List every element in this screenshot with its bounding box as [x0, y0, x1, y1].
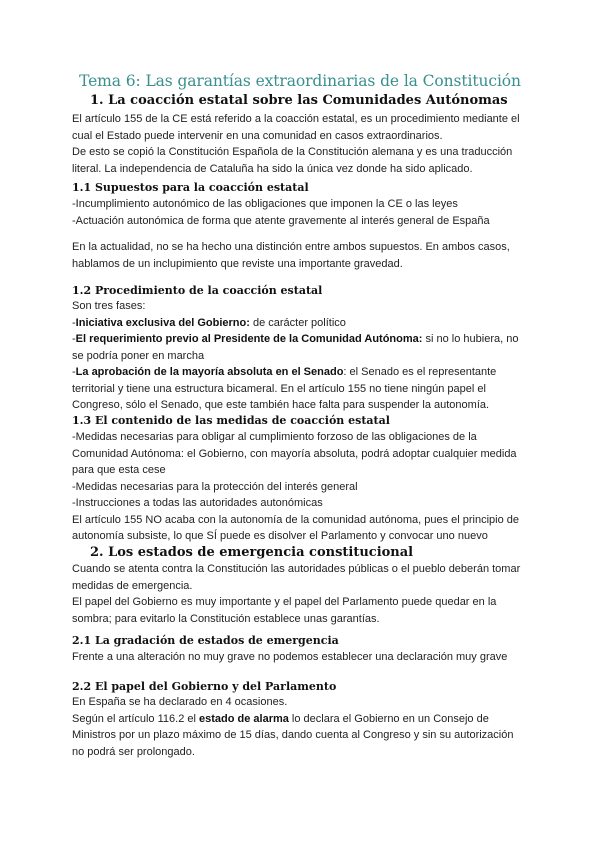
subsection-2-1-body — [72, 649, 542, 666]
phase-1-title: Iniciativa exclusiva del Gobierno: — [75, 316, 250, 329]
section-1-intro — [72, 111, 542, 177]
section-1-heading: 1. La coacción estatal sobre las Comunidades Autónomas — [90, 93, 508, 108]
subsection-1-3-body — [72, 429, 542, 545]
text-line: Ministros por un plazo máximo de 15 días, dando cuenta al Congreso y sin su autorización — [72, 729, 514, 741]
text-line: El artículo 155 NO acaba con la autonomía de la comunidad autónoma, pues el principio de — [72, 513, 520, 526]
text-line: En España se ha declarado en 4 ocasiones. — [72, 696, 288, 708]
section-2-heading: 2. Los estados de emergencia constitucional — [90, 545, 414, 560]
text-line: El artículo 155 de la CE está referido a la coacción estatal, es un procedimiento mediante el — [72, 113, 520, 125]
text-line: sombra; para evitarlo la Constitución establece unas garantías. — [72, 612, 380, 625]
phase-2-title: El requerimiento previo al Presidente de la Comunidad Autónoma: — [75, 333, 423, 345]
text-line: se podría poner en marcha — [72, 349, 205, 362]
subsection-2-2-heading: 2.2 El papel del Gobierno y del Parlamento — [72, 680, 337, 693]
text-segment: Según el artículo 116.2 el — [72, 712, 199, 725]
text-line: literal. La independencia de Cataluña ha sido la única vez donde ha sido aplicado. — [72, 162, 473, 175]
document-title: Tema 6: Las garantías extraordinarias de la Constitución — [79, 72, 521, 90]
text-line: hablamos de un inclupimiento que reviste una importante gravedad. — [72, 257, 403, 270]
text-segment: lo declara el Gobierno en un Consejo de — [288, 712, 489, 725]
text-line: Comunidad Autónoma: el Gobierno, con mayoría absoluta, podrá adoptar cualquier medida — [72, 447, 517, 460]
text-line: -Incumplimiento autonómico de las obligaciones que imponen la CE o las leyes — [72, 198, 458, 210]
phase-3-title: La aprobación de la mayoría absoluta en el Senado — [75, 366, 344, 378]
text-line: De esto se copió la Constitución Española de la Constitución alemana y es una traducción — [72, 146, 513, 158]
section-2-intro — [72, 561, 542, 627]
text-line: El papel del Gobierno es muy importante y el papel del Parlamento puede quedar en la — [72, 596, 497, 608]
subsection-1-1-paragraph — [72, 239, 542, 272]
text-line: Cuando se atenta contra la Constitución las autoridades públicas o el pueblo deberán tomar — [72, 563, 521, 575]
phase-1: -Iniciativa exclusiva del Gobierno: de carácter político — [72, 316, 346, 329]
text-line: Congreso, sólo el Senado, que este también hace falta para suspender la autonomía. — [72, 399, 490, 411]
subsection-1-2-body — [72, 298, 542, 414]
phase-2-text: si no lo hubiera, no — [422, 333, 519, 345]
text-line: -Actuación autonómica de forma que atente gravemente al interés general de España — [72, 214, 490, 227]
text-line: -Medidas necesarias para obligar al cumplimiento forzoso de las obligaciones de la — [72, 431, 477, 443]
text-line: -Instrucciones a todas las autoridades autonómicas — [72, 497, 323, 509]
phase-1-text: de carácter político — [249, 316, 346, 329]
text-line: para que esta cese — [72, 464, 166, 476]
subsection-1-1-heading: 1.1 Supuestos para la coacción estatal — [72, 181, 309, 194]
text-line: autonomía subsiste, lo que SÍ puede es disolver el Parlamento y convocar uno nuevo — [72, 530, 488, 542]
text-line: En la actualidad, no se ha hecho una distinción entre ambos supuestos. En ambos casos, — [72, 241, 510, 253]
text-line: medidas de emergencia. — [72, 579, 193, 592]
subsection-2-2-body — [72, 694, 542, 760]
phase-3-text: : el Senado es el representante — [343, 366, 497, 378]
subsection-1-2-heading: 1.2 Procedimiento de la coacción estatal — [72, 284, 323, 297]
text-line: territorial y tiene una estructura bicameral. En el artículo 155 no tiene ningún papel el — [72, 382, 486, 395]
text-line: -Medidas necesarias para la protección del interés general — [72, 480, 358, 493]
phase-3: -La aprobación de la mayoría absoluta en el Senado: el Senado es el representante — [72, 366, 497, 378]
text-line: cual el Estado puede intervenir en una comunidad en casos extraordinarios. — [72, 129, 443, 142]
text-line: no podrá ser prolongado. — [72, 745, 195, 758]
text-line: Son tres fases: — [72, 300, 146, 312]
text-line: Frente a una alteración no muy grave no podemos establecer una declaración muy grave — [72, 651, 508, 663]
subsection-2-1-heading: 2.1 La gradación de estados de emergencia — [72, 634, 339, 647]
phase-2: -El requerimiento previo al Presidente de la Comunidad Autónoma: si no lo hubiera, no — [72, 333, 519, 345]
text-line — [72, 711, 542, 728]
subsection-1-1-list — [72, 196, 542, 229]
subsection-1-3-heading: 1.3 El contenido de las medidas de coacción estatal — [72, 414, 390, 427]
state-of-alarm-term: estado de alarma — [199, 712, 289, 725]
